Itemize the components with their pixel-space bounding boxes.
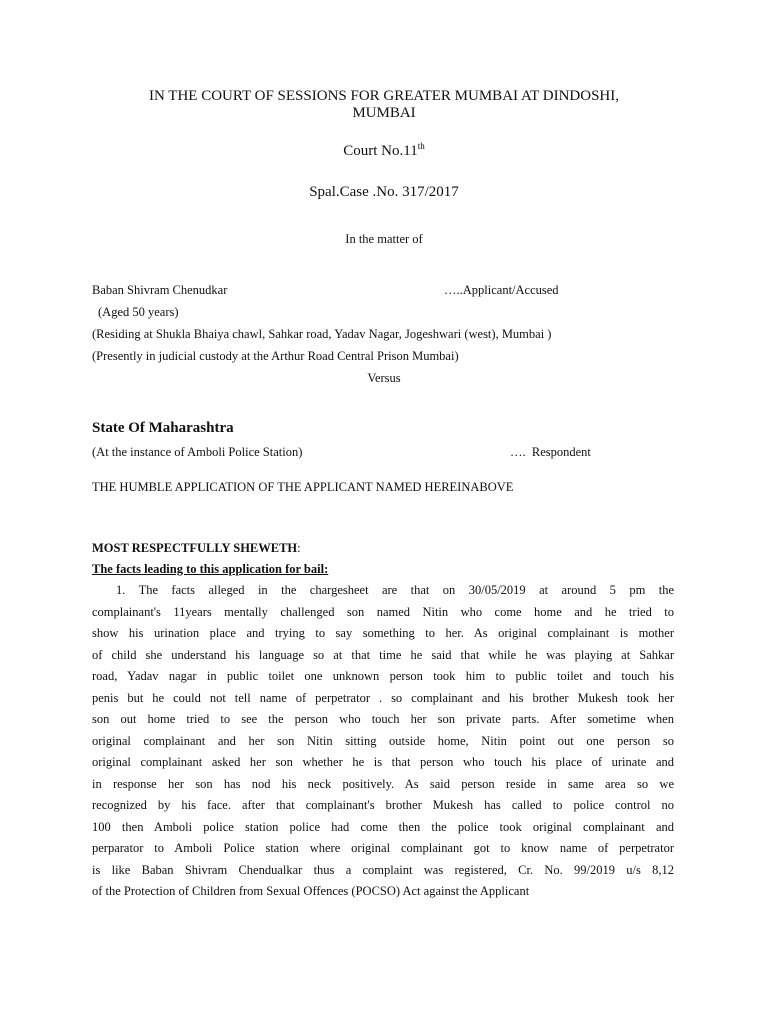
respondent-instance: (At the instance of Amboli Police Station) xyxy=(92,445,303,459)
paragraph-line: of the Protection of Children from Sexual Offences (POCSO) Act against the Applicant xyxy=(92,884,530,898)
applicant-role: …..Applicant/Accused xyxy=(444,283,559,297)
paragraph-line: show his urination place and trying to say something to her. As original complainant is mother xyxy=(92,626,674,640)
paragraph-line: of child she understand his language so at that time he said that while he was playing at Sahkar xyxy=(92,647,674,662)
case-number: Spal.Case .No. 317/2017 xyxy=(309,184,459,200)
court-heading xyxy=(0,88,768,122)
applicant-custody: (Presently in judicial custody at the Arthur Road Central Prison Mumbai) xyxy=(92,349,459,363)
applicant-residence: (Residing at Shukla Bhaiya chawl, Sahkar road, Yadav Nagar, Jogeshwari (west), Mumbai ) xyxy=(92,327,552,341)
paragraph-line: recognized by his face. after that complainant's brother Mukesh has called to police control no xyxy=(92,798,674,812)
paragraph-line: complainant's 11years mentally challenged son named Nitin who come home and he tried to xyxy=(92,604,674,619)
sheweth-heading: MOST RESPECTFULLY SHEWETH xyxy=(92,541,298,555)
sheweth-line xyxy=(92,541,301,556)
respondent-dots: …. xyxy=(510,445,526,459)
court-number-sup: th xyxy=(417,141,425,151)
court-number-text: Court No.11 xyxy=(343,143,418,159)
paragraph-line: in response her son has nod his neck positively. As said person reside in same area so we xyxy=(92,776,674,791)
paragraph-line: is like Baban Shivram Chendualkar thus a complaint was registered, Cr. No. 99/2019 u/s 8,12 xyxy=(92,862,674,877)
paragraph-line: original complainant and her son Nitin sitting outside home, Nitin point out one person so xyxy=(92,733,674,748)
paragraph-line: 1. The facts alleged in the chargesheet are that on 30/05/2019 at around 5 pm the xyxy=(116,583,674,597)
paragraph-line: penis but he could not tell name of perpetrator . so complainant and his brother Mukesh took her xyxy=(92,690,674,705)
paragraph-line: original complainant asked her son whether he is that person who touch his place of urinate and xyxy=(92,755,674,769)
respondent-role xyxy=(510,445,591,460)
respondent-role-label: Respondent xyxy=(531,445,591,459)
paragraph-line: road, Yadav nagar in public toilet one unknown person took him to public toilet and touch his xyxy=(92,669,674,683)
application-title: THE HUMBLE APPLICATION OF THE APPLICANT NAMED HEREINABOVE xyxy=(92,480,514,494)
applicant-name: Baban Shivram Chenudkar xyxy=(92,283,228,297)
paragraph-line: son out home tried to see the person who touch her son private parts. After sometime when xyxy=(92,712,674,726)
paragraph-line: 100 then Amboli police station police had come then the police took original complainant and xyxy=(92,819,674,834)
applicant-age: (Aged 50 years) xyxy=(98,305,179,319)
in-the-matter-of: In the matter of xyxy=(345,232,423,246)
court-heading-line1: IN THE COURT OF SESSIONS FOR GREATER MUMBAI AT DINDOSHI, xyxy=(149,88,619,104)
respondent-name: State Of Maharashtra xyxy=(92,420,234,436)
facts-heading: The facts leading to this application for bail: xyxy=(92,562,329,576)
sheweth-colon: : xyxy=(297,541,301,555)
paragraph-line: perparator to Amboli Police station where original complainant got to know name of perpetrator xyxy=(92,841,674,855)
versus-label: Versus xyxy=(367,371,401,385)
paragraph-1 xyxy=(92,580,674,903)
court-heading-line2: MUMBAI xyxy=(352,105,416,121)
court-number xyxy=(0,141,768,160)
